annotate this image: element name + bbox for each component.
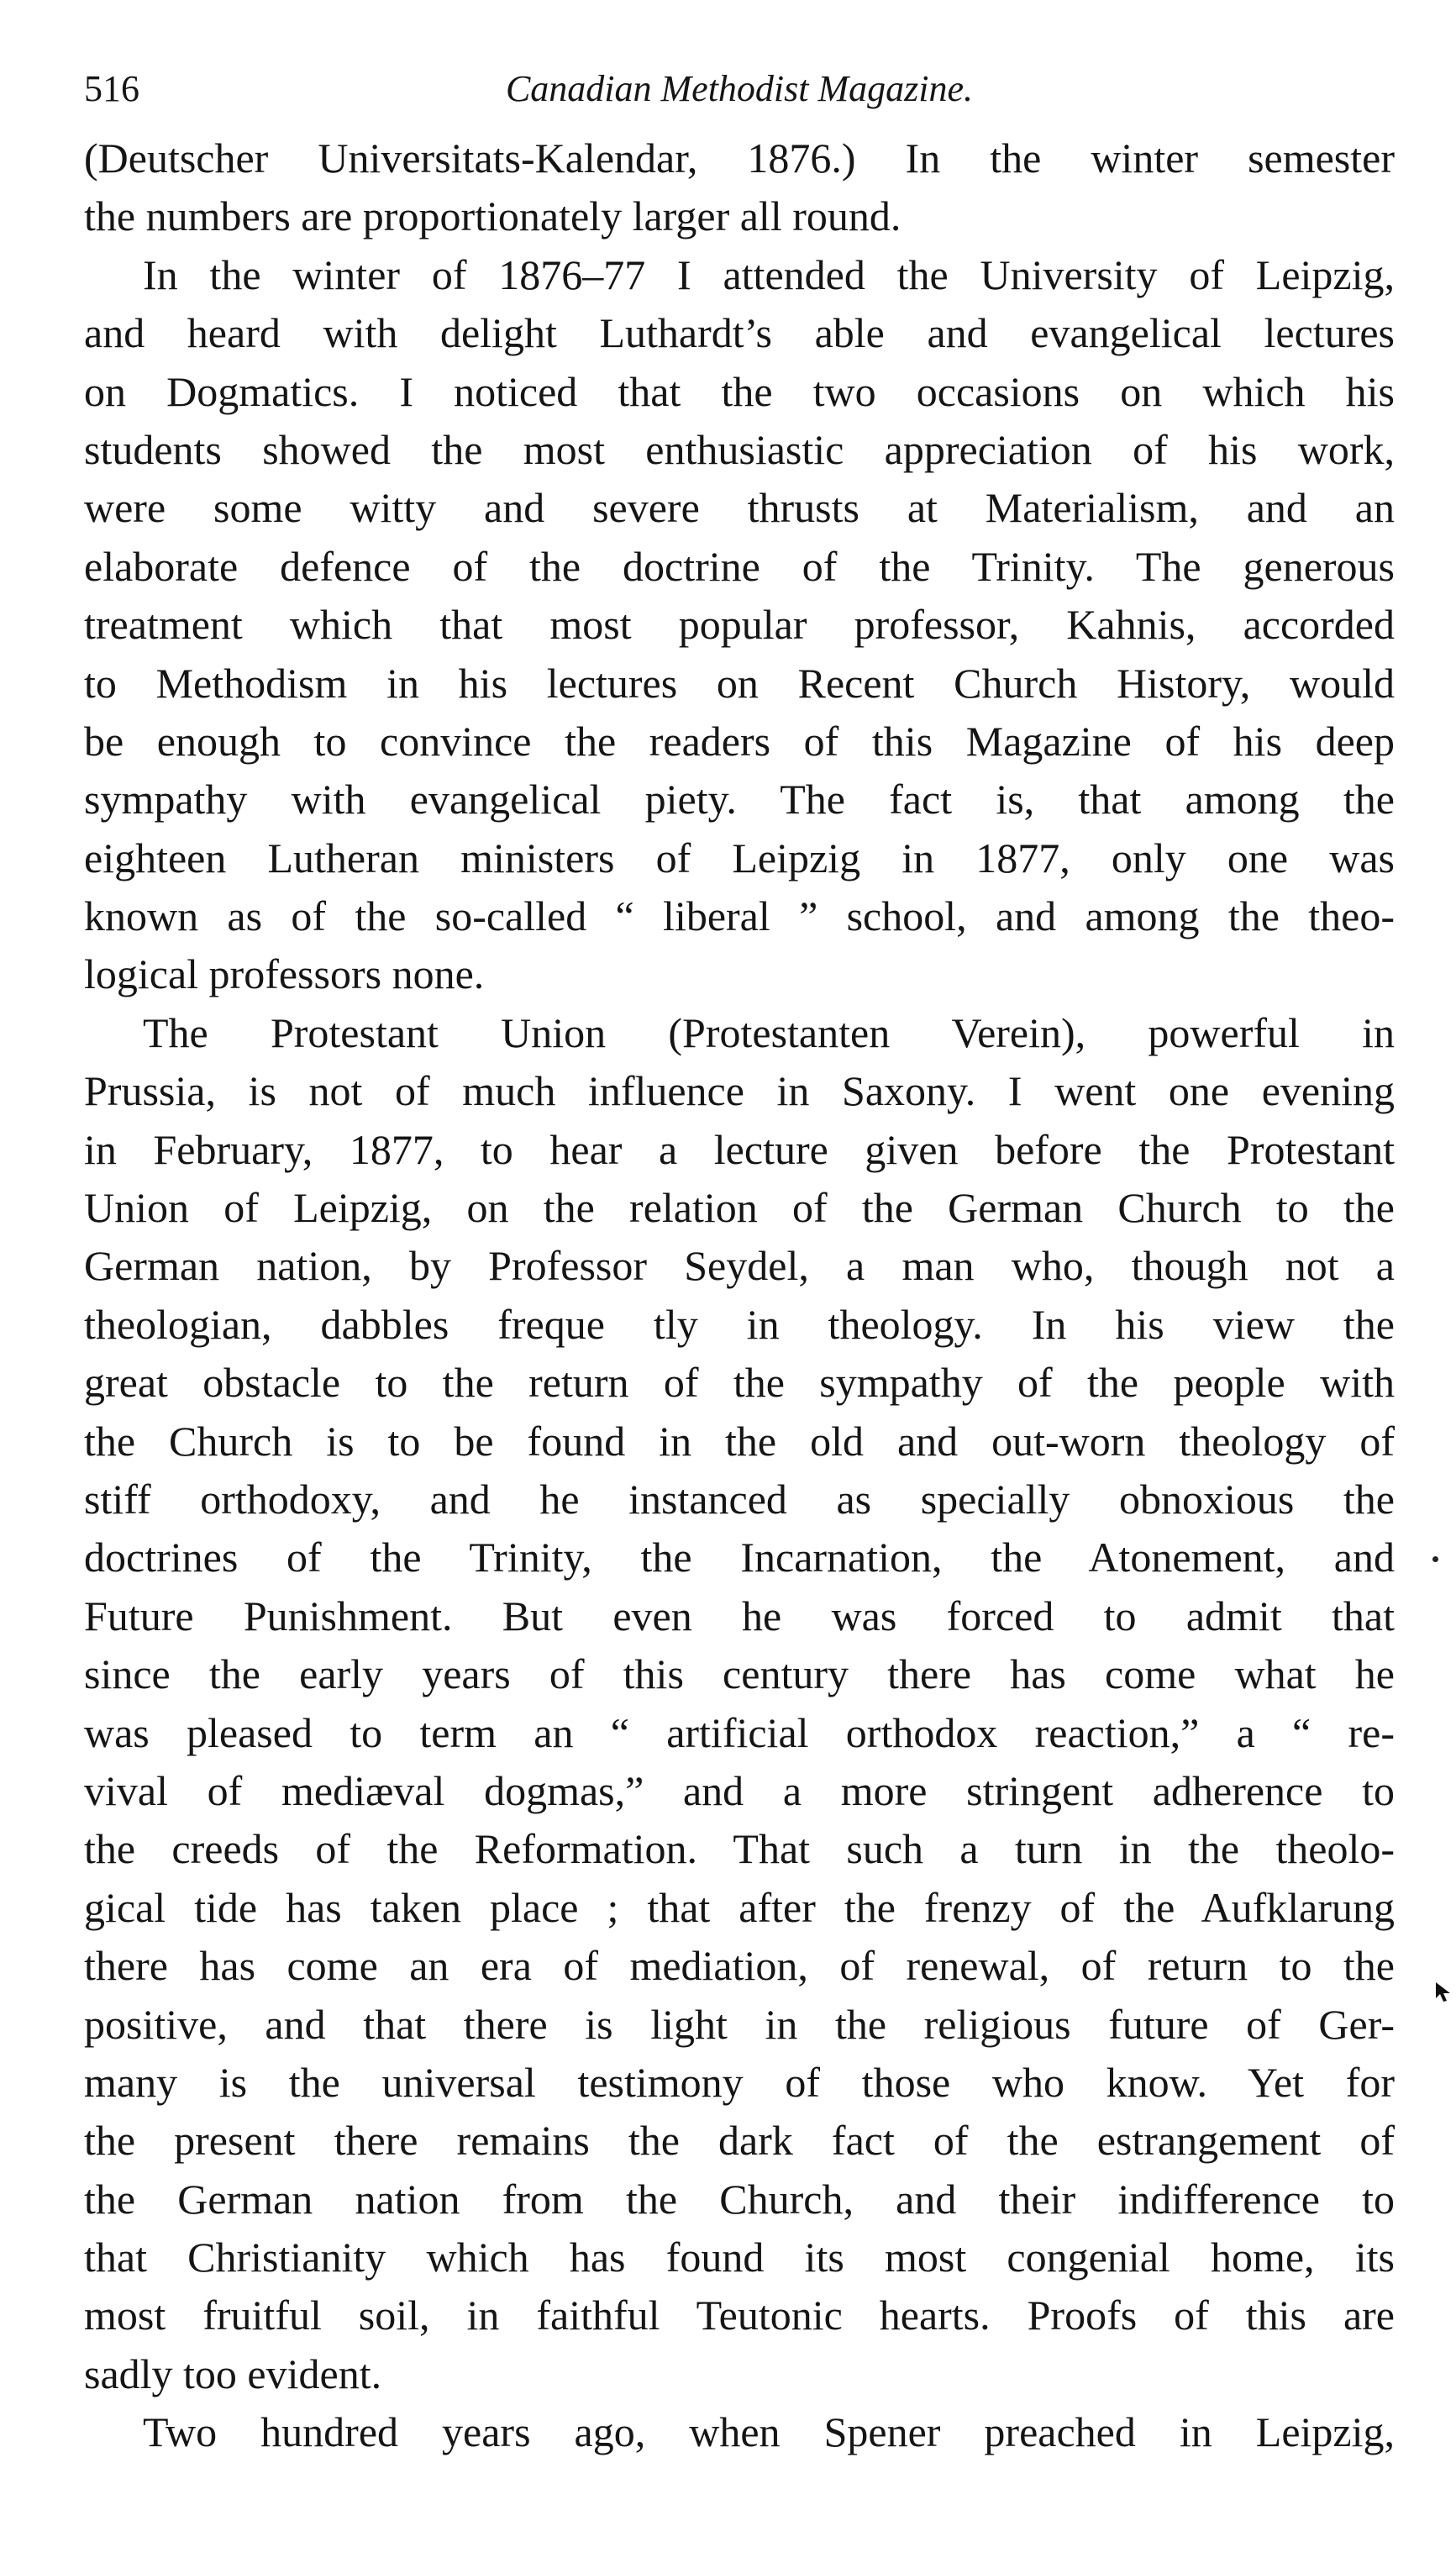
text-line-25: doctrines of the Trinity, the Incarnation, the Atonement, and [84, 1534, 1395, 1581]
text-line-15: logical professors none. [84, 950, 485, 998]
text-line-26: Future Punishment. But even he was forced to admit that [84, 1592, 1395, 1639]
text-line-39: sadly too evident. [84, 2350, 382, 2397]
text-line-21: theologian, dabbles freque tly in theology. In his view the [84, 1300, 1395, 1348]
text-line-22: great obstacle to the return of the sympathy of the people with [84, 1359, 1395, 1407]
text-line-11: be enough to convince the readers of this Magazine of his deep [84, 717, 1395, 765]
text-line-9: treatment which that most popular professor, Kahnis, accorded [84, 601, 1395, 649]
text-line-23: the Church is to be found in the old and out-worn theology of [84, 1417, 1395, 1465]
text-line-10: to Methodism in his lectures on Recent Church History, would [84, 659, 1395, 707]
text-line-34: many is the universal testimony of those who know. Yet for [84, 2058, 1395, 2106]
text-line-36: the German nation from the Church, and their indifference to [84, 2175, 1395, 2223]
text-line-16: The Protestant Union (Protestanten Verein), powerful in [143, 1008, 1395, 1056]
text-line-31: gical tide has taken place ; that after the frenzy of the Aufklarung [84, 1883, 1395, 1931]
page-number: 516 [84, 68, 139, 109]
text-line-37: that Christianity which has found its most congenial home, its [84, 2234, 1395, 2281]
text-line-6: students showed the most enthusiastic appreciation of his work, [84, 425, 1395, 473]
text-line-33: positive, and that there is light in the religious future of Ger- [84, 2000, 1395, 2048]
text-line-8: elaborate defence of the doctrine of the Trinity. The generous [84, 542, 1395, 590]
article-body [84, 129, 1395, 2462]
text-line-4: and heard with delight Luthardt’s able and evangelical lectures [84, 309, 1395, 357]
text-line-18: in February, 1877, to hear a lecture given before the Protestant [84, 1125, 1395, 1173]
text-line-30: the creeds of the Reformation. That such a turn in the theolo- [84, 1825, 1395, 1873]
margin-dot-mark [1432, 1556, 1438, 1562]
text-line-3: In the winter of 1876–77 I attended the University of Leipzig, [143, 250, 1395, 298]
page-header [84, 50, 1395, 128]
text-line-12: sympathy with evangelical piety. The fact is, that among the [84, 776, 1395, 824]
text-line-29: vival of mediæval dogmas,” and a more stringent adherence to [84, 1766, 1395, 1814]
running-title: Canadian Methodist Magazine. [505, 68, 974, 109]
text-line-24: stiff orthodoxy, and he instanced as specially obnoxious the [84, 1475, 1395, 1523]
text-line-17: Prussia, is not of much influence in Saxony. I went one evening [84, 1067, 1395, 1115]
text-line-5: on Dogmatics. I noticed that the two occasions on which his [84, 367, 1395, 415]
text-line-40: Two hundred years ago, when Spener preached in Leipzig, [143, 2408, 1395, 2456]
margin-pointer-icon [1435, 1981, 1452, 2002]
text-line-28: was pleased to term an “ artificial orthodox reaction,” a “ re- [84, 1708, 1395, 1756]
text-line-20: German nation, by Professor Seydel, a man who, though not a [84, 1242, 1395, 1290]
text-line-27: since the early years of this century there has come what he [84, 1650, 1395, 1698]
text-line-35: the present there remains the dark fact of the estrangement of [84, 2117, 1395, 2165]
text-line-7: were some witty and severe thrusts at Materialism, and an [84, 484, 1395, 532]
magazine-page [84, 50, 1395, 2462]
text-line-19: Union of Leipzig, on the relation of the German Church to the [84, 1184, 1395, 1232]
text-line-1: (Deutscher Universitats-Kalendar, 1876.) In the winter semester [84, 134, 1395, 182]
text-line-38: most fruitful soil, in faithful Teutonic hearts. Proofs of this are [84, 2292, 1395, 2339]
text-line-13: eighteen Lutheran ministers of Leipzig in 1877, only one was [84, 834, 1395, 881]
text-line-14: known as of the so-called “ liberal ” school, and among the theo- [84, 892, 1395, 940]
text-line-2: the numbers are proportionately larger all round. [84, 192, 901, 240]
text-line-32: there has come an era of mediation, of renewal, of return to the [84, 1942, 1395, 1990]
